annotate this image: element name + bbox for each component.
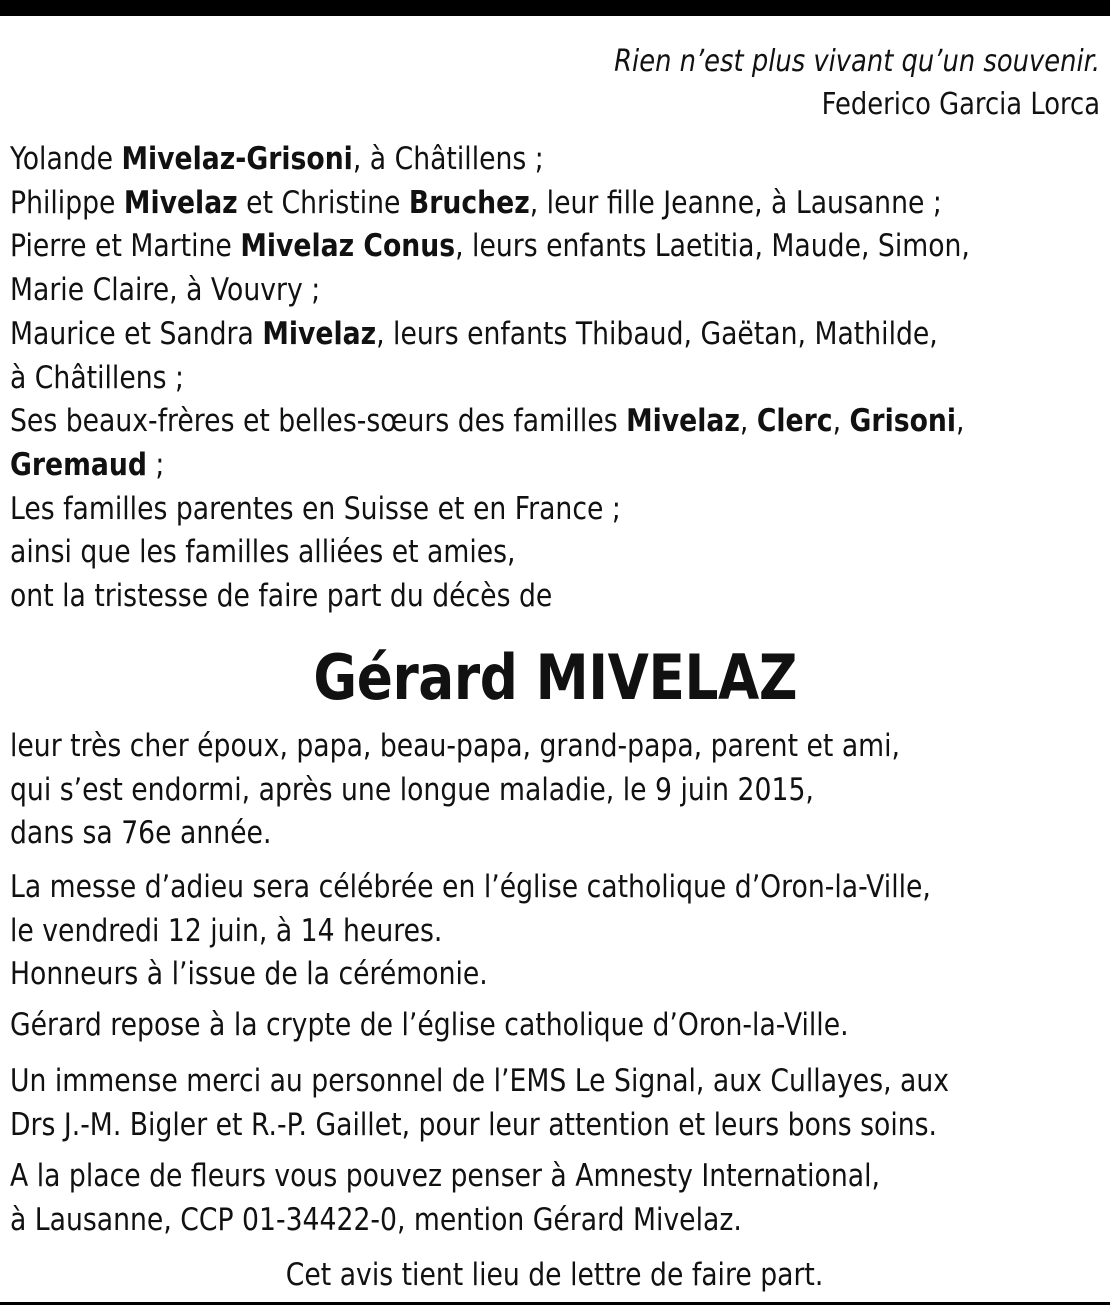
repose-line: Gérard repose à la crypte de l’église catholique d’Oron-la-Ville. bbox=[10, 1007, 849, 1043]
family-surname: Bruchez bbox=[408, 184, 530, 221]
tribute-line: qui s’est endormi, après une longue maladie, le 9 juin 2015, bbox=[10, 771, 814, 808]
family-line-7: Ses beaux-frères et belles-sœurs des familles Mivelaz, Clerc, Grisoni, bbox=[10, 403, 965, 440]
family-surname: Clerc bbox=[756, 403, 833, 440]
family-surname: Mivelaz Conus bbox=[240, 228, 456, 265]
family-surname: Mivelaz bbox=[262, 315, 377, 352]
family-line-6: à Châtillens ; bbox=[10, 359, 184, 396]
thanks-paragraph bbox=[10, 1060, 949, 1147]
family-surname: Gremaud bbox=[10, 446, 147, 483]
family-line-8: Gremaud ; bbox=[10, 446, 165, 483]
epigraph bbox=[614, 40, 1100, 126]
thanks-line: Un immense merci au personnel de l’EMS Le Signal, aux Cullayes, aux bbox=[10, 1063, 950, 1099]
deceased-name: Gérard MIVELAZ bbox=[313, 641, 797, 714]
donation-paragraph bbox=[10, 1155, 880, 1242]
repose-paragraph bbox=[10, 1004, 849, 1048]
family-surname: Mivelaz bbox=[123, 184, 238, 221]
closing-note bbox=[0, 1254, 1110, 1297]
family-line-3: Pierre et Martine Mivelaz Conus, leurs enfants Laetitia, Maude, Simon, bbox=[10, 228, 970, 265]
family-line-9: Les familles parentes en Suisse et en France ; bbox=[10, 490, 621, 527]
tribute-line: dans sa 76e année. bbox=[10, 815, 272, 852]
tribute-paragraph bbox=[10, 725, 900, 856]
family-line-2: Philippe Mivelaz et Christine Bruchez, leur fille Jeanne, à Lausanne ; bbox=[10, 184, 942, 221]
epigraph-text: Rien n’est plus vivant qu’un souvenir. bbox=[614, 44, 1100, 79]
bottom-border-rule bbox=[0, 1302, 1110, 1305]
tribute-line: leur très cher époux, papa, beau-papa, grand-papa, parent et ami, bbox=[10, 728, 901, 764]
family-surname: Grisoni bbox=[849, 403, 957, 440]
family-line-1: Yolande Mivelaz-Grisoni, à Châtillens ; bbox=[10, 141, 544, 177]
family-surname: Mivelaz-Grisoni bbox=[121, 141, 353, 177]
donation-line: à Lausanne, CCP 01-34422-0, mention Gérard Mivelaz. bbox=[10, 1201, 742, 1238]
family-surname: Mivelaz bbox=[626, 403, 740, 440]
top-border-rule bbox=[0, 0, 1110, 16]
mass-line: Honneurs à l’issue de la cérémonie. bbox=[10, 956, 488, 993]
epigraph-author: Federico Garcia Lorca bbox=[821, 87, 1100, 122]
family-line-11: ont la tristesse de faire part du décès de bbox=[10, 578, 553, 615]
closing-text: Cet avis tient lieu de lettre de faire part. bbox=[286, 1257, 824, 1293]
family-line-10: ainsi que les familles alliées et amies, bbox=[10, 534, 516, 571]
donation-line: A la place de fleurs vous pouvez penser à Amnesty International, bbox=[10, 1158, 880, 1194]
thanks-line: Drs J.-M. Bigler et R.-P. Gaillet, pour leur attention et leurs bons soins. bbox=[10, 1106, 938, 1143]
mass-line: le vendredi 12 juin, à 14 heures. bbox=[10, 912, 443, 949]
family-line-5: Maurice et Sandra Mivelaz, leurs enfants Thibaud, Gaëtan, Mathilde, bbox=[10, 315, 938, 352]
family-list bbox=[10, 138, 970, 619]
mass-paragraph bbox=[10, 866, 931, 997]
mass-line: La messe d’adieu sera célébrée en l’église catholique d’Oron-la-Ville, bbox=[10, 869, 931, 905]
family-line-4: Marie Claire, à Vouvry ; bbox=[10, 272, 321, 309]
deceased-name-heading bbox=[0, 640, 1110, 716]
